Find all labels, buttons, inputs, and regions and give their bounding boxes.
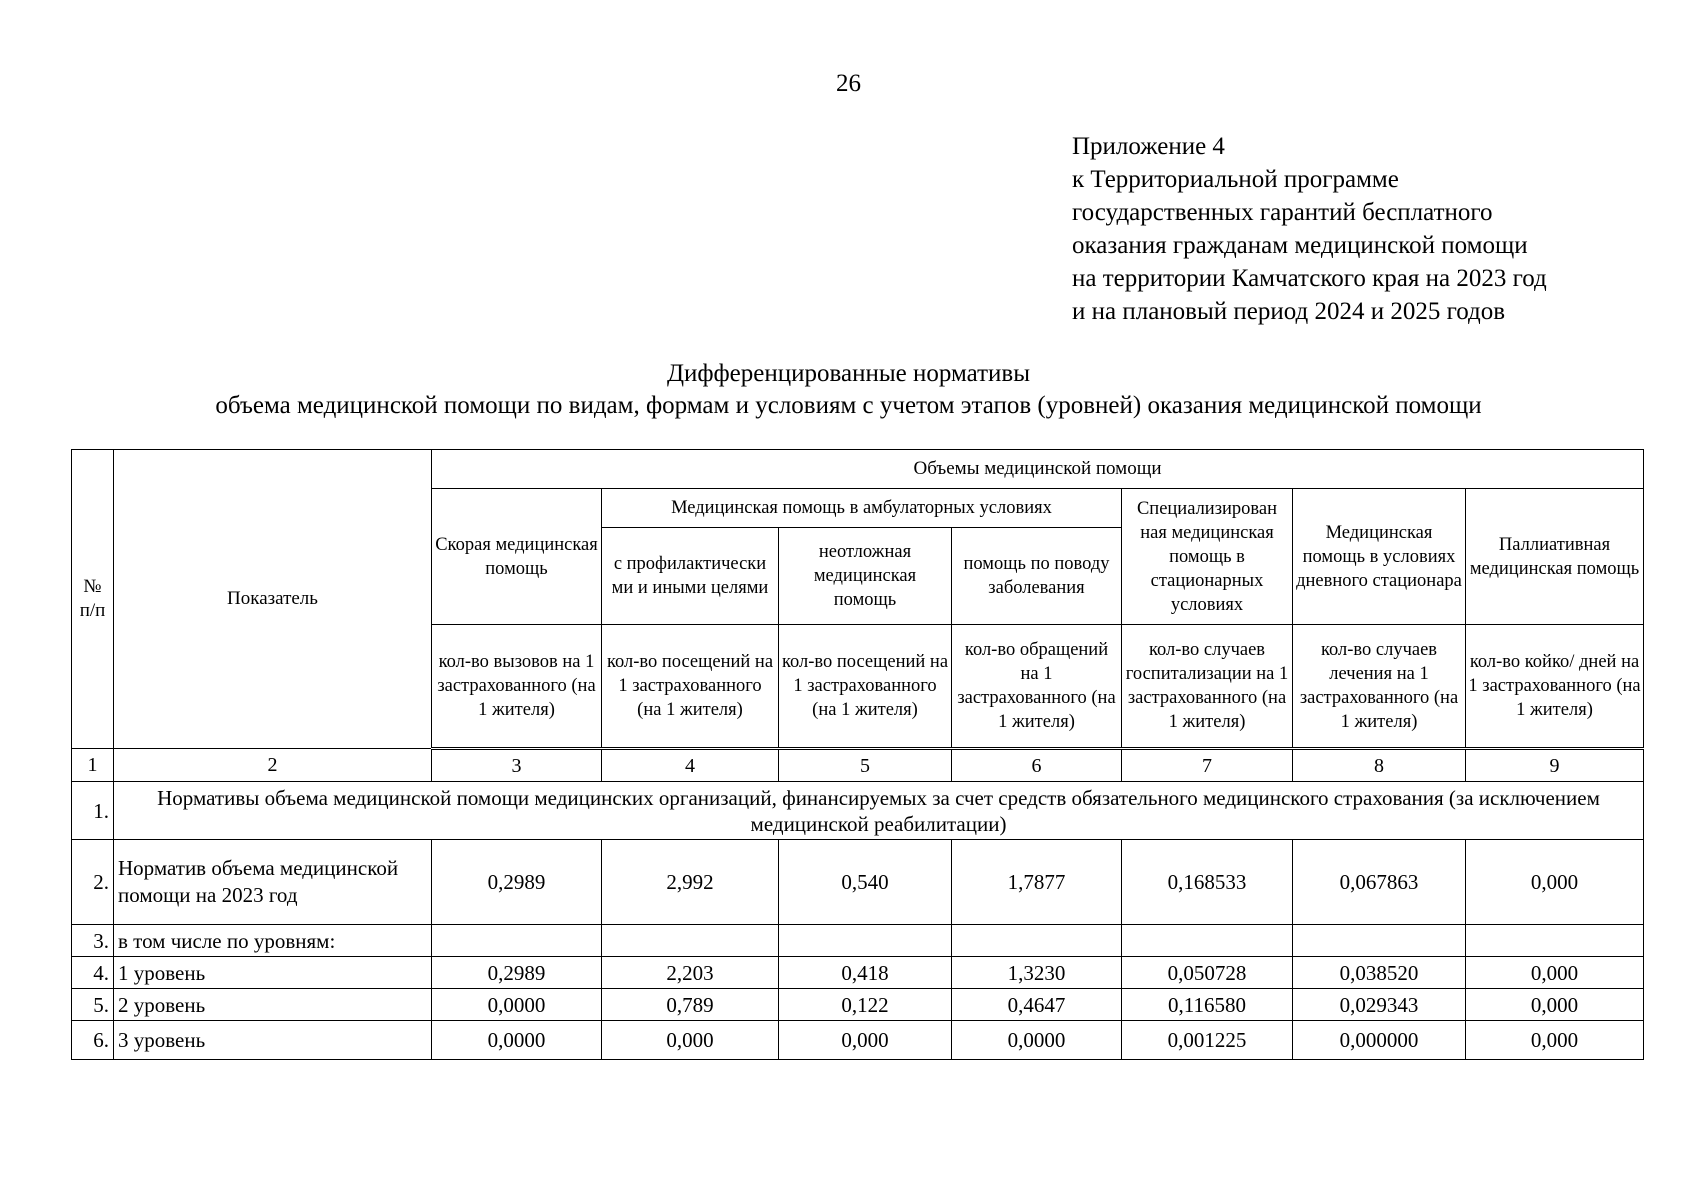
row-number: 6.	[72, 1021, 114, 1060]
value-cell: 0,168533	[1122, 840, 1293, 925]
unit-cell: кол-во койко/ дней на 1 застрахованного (на 1 жителя)	[1466, 625, 1644, 749]
appendix-line: оказания гражданам медицинской помощи	[1072, 232, 1528, 259]
table-row	[72, 840, 1644, 925]
value-cell: 1,3230	[952, 957, 1122, 989]
value-cell	[602, 925, 779, 957]
row-label: 1 уровень	[114, 957, 432, 989]
value-cell: 0,000	[602, 1021, 779, 1060]
header-num: № п/п	[72, 450, 114, 749]
value-cell: 0,000	[1466, 989, 1644, 1021]
value-cell: 0,000	[1466, 957, 1644, 989]
value-cell: 0,0000	[432, 1021, 602, 1060]
value-cell: 0,2989	[432, 957, 602, 989]
value-cell: 2,992	[602, 840, 779, 925]
table-row	[72, 1021, 1644, 1060]
column-number: 2	[114, 749, 432, 782]
table-row	[72, 925, 1644, 957]
section-title: Нормативы объема медицинской помощи медицинских организаций, финансируемых за счет средств обязательного медицинского страхования (за исключением медицинской реабилитации)	[114, 782, 1644, 840]
value-cell: 0,001225	[1122, 1021, 1293, 1060]
unit-cell: кол-во вызовов на 1 застрахованного (на 1 жителя)	[432, 625, 602, 749]
row-label: 3 уровень	[114, 1021, 432, 1060]
value-cell: 0,540	[779, 840, 952, 925]
column-number: 8	[1293, 749, 1466, 782]
title-line-1: Дифференцированные нормативы	[667, 360, 1030, 387]
unit-cell: кол-во обращений на 1 застрахованного (на 1 жителя)	[952, 625, 1122, 749]
document-title	[0, 358, 1697, 422]
norms-table	[71, 449, 1644, 1060]
value-cell	[1466, 925, 1644, 957]
value-cell: 0,029343	[1293, 989, 1466, 1021]
value-cell: 0,0000	[952, 1021, 1122, 1060]
column-number: 7	[1122, 749, 1293, 782]
row-number: 4.	[72, 957, 114, 989]
row-label: Норматив объема медицинской помощи на 2023 год	[114, 840, 432, 925]
value-cell: 0,000	[779, 1021, 952, 1060]
page-number: 26	[836, 70, 861, 97]
appendix-line: и на плановый период 2024 и 2025 годов	[1072, 298, 1506, 325]
column-number: 6	[952, 749, 1122, 782]
unit-cell: кол-во посещений на 1 застрахованного (на 1 жителя)	[602, 625, 779, 749]
appendix-line: на территории Камчатского края на 2023 год	[1072, 265, 1547, 292]
value-cell: 0,000000	[1293, 1021, 1466, 1060]
value-cell: 0,122	[779, 989, 952, 1021]
unit-cell: кол-во посещений на 1 застрахованного (на 1 жителя)	[779, 625, 952, 749]
header-urgent: неотложная медицинская помощь	[779, 528, 952, 625]
section-row	[72, 782, 1644, 840]
value-cell: 0,000	[1466, 1021, 1644, 1060]
row-number: 3.	[72, 925, 114, 957]
row-label: в том числе по уровням:	[114, 925, 432, 957]
unit-cell: кол-во случаев лечения на 1 застрахованного (на 1 жителя)	[1293, 625, 1466, 749]
value-cell: 0,2989	[432, 840, 602, 925]
row-number: 1.	[72, 782, 114, 840]
unit-cell: кол-во случаев госпитализации на 1 застрахованного (на 1 жителя)	[1122, 625, 1293, 749]
header-palliative: Паллиативная медицинская помощь	[1466, 489, 1644, 625]
row-number: 2.	[72, 840, 114, 925]
header-row-top	[72, 450, 1644, 489]
value-cell: 0,789	[602, 989, 779, 1021]
value-cell: 0,038520	[1293, 957, 1466, 989]
header-indicator: Показатель	[114, 450, 432, 749]
value-cell	[779, 925, 952, 957]
title-line-2: объема медицинской помощи по видам, формам и условиям с учетом этапов (уровней) оказания медицинской помощи	[215, 392, 1482, 419]
value-cell	[1122, 925, 1293, 957]
table-row	[72, 957, 1644, 989]
appendix-block	[1072, 130, 1672, 328]
column-number: 9	[1466, 749, 1644, 782]
column-number: 5	[779, 749, 952, 782]
value-cell: 0,418	[779, 957, 952, 989]
header-specialized: Специализирован ная медицинская помощь в стационарных условиях	[1122, 489, 1293, 625]
row-label: 2 уровень	[114, 989, 432, 1021]
header-day-hospital: Медицинская помощь в условиях дневного стационара	[1293, 489, 1466, 625]
column-number: 4	[602, 749, 779, 782]
column-number: 1	[72, 749, 114, 782]
value-cell: 2,203	[602, 957, 779, 989]
header-ambulance: Скорая медицинская помощь	[432, 489, 602, 625]
appendix-line: Приложение 4	[1072, 133, 1225, 160]
value-cell: 0,4647	[952, 989, 1122, 1021]
value-cell: 0,050728	[1122, 957, 1293, 989]
value-cell: 0,000	[1466, 840, 1644, 925]
column-numbers-row	[72, 749, 1644, 782]
header-volumes: Объемы медицинской помощи	[432, 450, 1644, 489]
appendix-line: к Территориальной программе	[1072, 166, 1399, 193]
header-ambulatory: Медицинская помощь в амбулаторных условиях	[602, 489, 1122, 528]
appendix-line: государственных гарантий бесплатного	[1072, 199, 1493, 226]
value-cell	[1293, 925, 1466, 957]
value-cell	[432, 925, 602, 957]
value-cell	[952, 925, 1122, 957]
value-cell: 0,0000	[432, 989, 602, 1021]
header-disease: помощь по поводу заболевания	[952, 528, 1122, 625]
column-number: 3	[432, 749, 602, 782]
row-number: 5.	[72, 989, 114, 1021]
header-prophylactic: с профилактически ми и иными целями	[602, 528, 779, 625]
table-row	[72, 989, 1644, 1021]
value-cell: 1,7877	[952, 840, 1122, 925]
value-cell: 0,067863	[1293, 840, 1466, 925]
value-cell: 0,116580	[1122, 989, 1293, 1021]
